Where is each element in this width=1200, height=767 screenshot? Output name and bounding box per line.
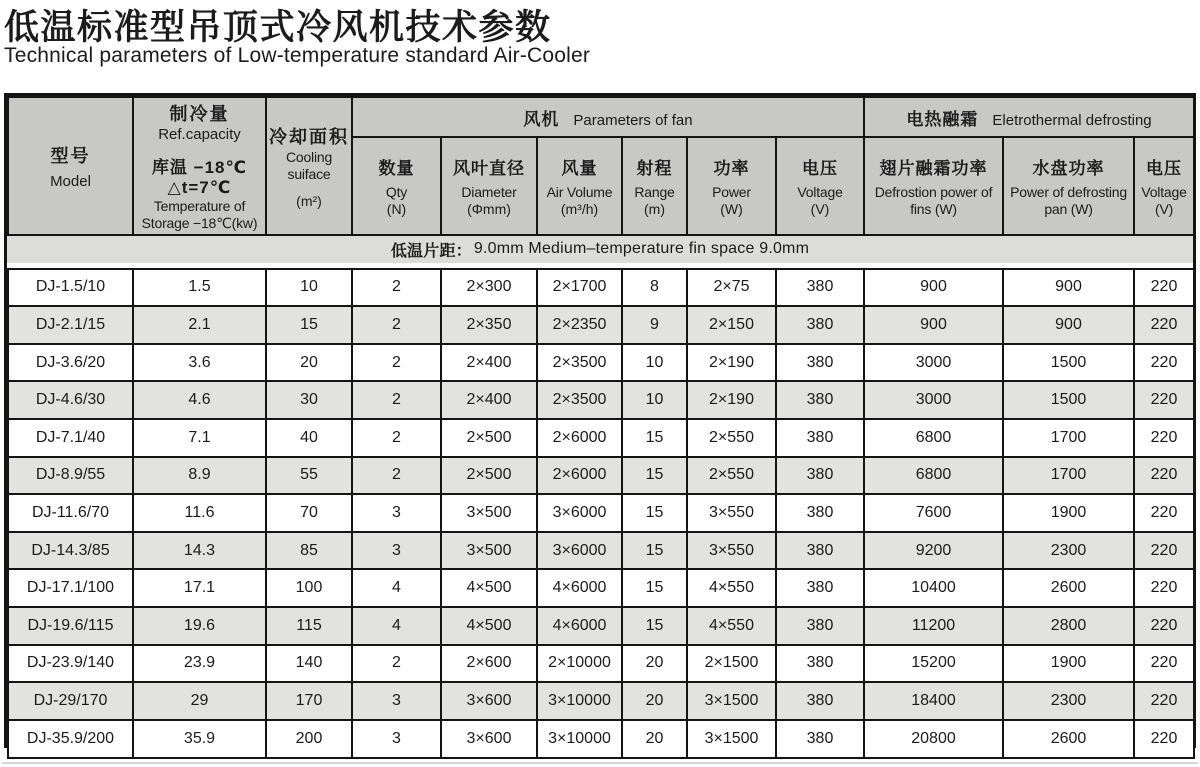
table-cell: 3000 [864, 381, 1003, 419]
table-cell: 10 [622, 381, 687, 419]
table-row [8, 532, 1194, 570]
table-row [8, 269, 1194, 307]
table-cell: 2×150 [687, 306, 776, 344]
table-cell: 220 [1134, 306, 1194, 344]
table-cell: 10 [622, 344, 687, 382]
table-cell: 380 [776, 682, 864, 720]
defrost-group-header: 电热融霜 Eletrothermal defrosting [864, 97, 1194, 137]
table-cell: 2 [352, 381, 441, 419]
table-cell: 2 [352, 269, 441, 307]
table-cell: 8 [622, 269, 687, 307]
table-cell: 3000 [864, 344, 1003, 382]
table-cell: DJ-11.6/70 [8, 494, 133, 532]
table-cell: 15 [266, 306, 352, 344]
table-cell: 23.9 [133, 645, 266, 683]
table-cell: 29 [133, 682, 266, 720]
table-cell: 380 [776, 569, 864, 607]
table-cell: 2×2350 [537, 306, 622, 344]
table-cell: 2×190 [687, 381, 776, 419]
table-cell: DJ-23.9/140 [8, 645, 133, 683]
table-cell: 220 [1134, 269, 1194, 307]
table-row [8, 682, 1194, 720]
table-row [8, 457, 1194, 495]
table-cell: 2×500 [441, 419, 537, 457]
table-cell: 4×6000 [537, 569, 622, 607]
table-cell: 3×600 [441, 682, 537, 720]
table-cell: 10400 [864, 569, 1003, 607]
table-cell: 2×400 [441, 344, 537, 382]
table-cell: 900 [1003, 269, 1134, 307]
spec-table [4, 93, 1196, 748]
table-cell: 900 [864, 306, 1003, 344]
table-cell: 380 [776, 494, 864, 532]
table-cell: 1700 [1003, 419, 1134, 457]
table-cell: 115 [266, 607, 352, 645]
table-cell: 220 [1134, 682, 1194, 720]
table-cell: DJ-8.9/55 [8, 457, 133, 495]
table-cell: 40 [266, 419, 352, 457]
table-cell: 380 [776, 645, 864, 683]
table-cell: 900 [1003, 306, 1134, 344]
table-cell: 200 [266, 720, 352, 758]
table-row [8, 494, 1194, 532]
table-cell: DJ-7.1/40 [8, 419, 133, 457]
header-table [7, 96, 1195, 236]
table-cell: 2 [352, 457, 441, 495]
table-cell: 900 [864, 269, 1003, 307]
table-cell: 3×600 [441, 720, 537, 758]
table-row [8, 569, 1194, 607]
col-header-capacity: 制冷量 Ref.capacity 库温 −18℃ △t=7℃ Temperature of Storage −18℃(kw) [133, 97, 266, 235]
table-cell: 6800 [864, 457, 1003, 495]
table-cell: 2×190 [687, 344, 776, 382]
table-cell: 15 [622, 569, 687, 607]
table-cell: 2600 [1003, 720, 1134, 758]
table-cell: 9200 [864, 532, 1003, 570]
table-cell: 220 [1134, 494, 1194, 532]
table-cell: 11.6 [133, 494, 266, 532]
table-cell: 8.9 [133, 457, 266, 495]
table-cell: 15 [622, 494, 687, 532]
table-cell: 4×500 [441, 607, 537, 645]
header-group-row [8, 97, 1194, 137]
table-cell: 2×400 [441, 381, 537, 419]
col-header-diameter: 风叶直径 Diameter (Φmm) [441, 137, 537, 235]
col-header-fins-defrost: 翅片融霜功率 Defrostion power of fins (W) [864, 137, 1003, 235]
fan-group-header: 风机 Parameters of fan [352, 97, 864, 137]
table-cell: 3 [352, 494, 441, 532]
col-header-power: 功率 Power (W) [687, 137, 776, 235]
table-cell: 380 [776, 344, 864, 382]
table-cell: 2×3500 [537, 344, 622, 382]
table-cell: 220 [1134, 419, 1194, 457]
table-cell: 2.1 [133, 306, 266, 344]
table-cell: 220 [1134, 532, 1194, 570]
table-cell: 2×6000 [537, 419, 622, 457]
table-cell: 1500 [1003, 381, 1134, 419]
table-cell: 2300 [1003, 532, 1134, 570]
table-cell: 2×1700 [537, 269, 622, 307]
table-cell: 20 [266, 344, 352, 382]
table-cell: 380 [776, 720, 864, 758]
table-cell: DJ-2.1/15 [8, 306, 133, 344]
table-cell: 4.6 [133, 381, 266, 419]
table-cell: 220 [1134, 720, 1194, 758]
table-cell: 4 [352, 569, 441, 607]
table-cell: 2×600 [441, 645, 537, 683]
col-header-range: 射程 Range (m) [622, 137, 687, 235]
table-cell: 17.1 [133, 569, 266, 607]
table-cell: 4×550 [687, 607, 776, 645]
table-cell: 4×500 [441, 569, 537, 607]
table-cell: 3×500 [441, 494, 537, 532]
table-cell: 380 [776, 457, 864, 495]
table-cell: 380 [776, 306, 864, 344]
table-row [8, 645, 1194, 683]
table-cell: 2×75 [687, 269, 776, 307]
table-cell: 19.6 [133, 607, 266, 645]
table-cell: 2300 [1003, 682, 1134, 720]
table-cell: 15 [622, 532, 687, 570]
table-cell: 7.1 [133, 419, 266, 457]
page-title: 低温标准型吊顶式冷风机技术参数 [4, 8, 552, 47]
table-cell: 140 [266, 645, 352, 683]
table-cell: 2×550 [687, 457, 776, 495]
table-cell: 55 [266, 457, 352, 495]
table-cell: 3×6000 [537, 494, 622, 532]
table-cell: DJ-14.3/85 [8, 532, 133, 570]
table-cell: 2 [352, 419, 441, 457]
table-cell: 220 [1134, 344, 1194, 382]
table-cell: DJ-19.6/115 [8, 607, 133, 645]
table-cell: 20 [622, 645, 687, 683]
table-cell: 380 [776, 607, 864, 645]
table-cell: 11200 [864, 607, 1003, 645]
table-cell: 3 [352, 682, 441, 720]
table-cell: 35.9 [133, 720, 266, 758]
data-table [7, 268, 1195, 759]
table-cell: DJ-29/170 [8, 682, 133, 720]
table-cell: DJ-4.6/30 [8, 381, 133, 419]
table-cell: 20 [622, 720, 687, 758]
col-header-pan-defrost: 水盘功率 Power of defrosting pan (W) [1003, 137, 1134, 235]
table-cell: 3×10000 [537, 682, 622, 720]
table-cell: 3×6000 [537, 532, 622, 570]
table-cell: 10 [266, 269, 352, 307]
table-cell: 220 [1134, 607, 1194, 645]
col-header-air-volume: 风量 Air Volume (m³/h) [537, 137, 622, 235]
col-header-fan-voltage: 电压 Voltage (V) [776, 137, 864, 235]
col-header-model: 型号 Model [8, 97, 133, 235]
page-bottom-rule [2, 762, 1198, 764]
table-cell: 20 [622, 682, 687, 720]
table-cell: 18400 [864, 682, 1003, 720]
table-cell: 15200 [864, 645, 1003, 683]
col-header-surface: 冷却面积 Cooling suiface (m²) [266, 97, 352, 235]
data-table-body [8, 269, 1194, 758]
table-cell: 220 [1134, 457, 1194, 495]
col-header-defrost-voltage: 电压 Voltage (V) [1134, 137, 1194, 235]
table-cell: 2×300 [441, 269, 537, 307]
table-row [8, 381, 1194, 419]
table-cell: 4×6000 [537, 607, 622, 645]
table-cell: 3×1500 [687, 720, 776, 758]
table-cell: 1900 [1003, 645, 1134, 683]
table-cell: 1500 [1003, 344, 1134, 382]
table-cell: 2×350 [441, 306, 537, 344]
table-cell: 2×550 [687, 419, 776, 457]
table-cell: 2600 [1003, 569, 1134, 607]
table-cell: 100 [266, 569, 352, 607]
table-cell: 4×550 [687, 569, 776, 607]
table-cell: 220 [1134, 381, 1194, 419]
table-row [8, 306, 1194, 344]
table-cell: 20800 [864, 720, 1003, 758]
table-cell: 3.6 [133, 344, 266, 382]
table-row [8, 607, 1194, 645]
table-row [8, 344, 1194, 382]
table-cell: 30 [266, 381, 352, 419]
table-cell: 15 [622, 607, 687, 645]
table-cell: 2×10000 [537, 645, 622, 683]
table-cell: 9 [622, 306, 687, 344]
table-cell: 3×10000 [537, 720, 622, 758]
table-cell: 15 [622, 457, 687, 495]
table-cell: DJ-3.6/20 [8, 344, 133, 382]
table-cell: 380 [776, 419, 864, 457]
table-cell: 4 [352, 607, 441, 645]
table-cell: 2 [352, 344, 441, 382]
table-cell: 3×550 [687, 494, 776, 532]
table-cell: 3×500 [441, 532, 537, 570]
table-cell: 2×500 [441, 457, 537, 495]
table-cell: 3 [352, 720, 441, 758]
table-cell: 1700 [1003, 457, 1134, 495]
col-header-qty: 数量 Qty (N) [352, 137, 441, 235]
table-row [8, 720, 1194, 758]
table-cell: 2 [352, 645, 441, 683]
table-cell: 220 [1134, 645, 1194, 683]
table-cell: 3×550 [687, 532, 776, 570]
table-row [8, 419, 1194, 457]
table-cell: 14.3 [133, 532, 266, 570]
table-cell: 1.5 [133, 269, 266, 307]
table-cell: 170 [266, 682, 352, 720]
table-cell: 220 [1134, 569, 1194, 607]
table-cell: 15 [622, 419, 687, 457]
table-cell: 3 [352, 532, 441, 570]
table-cell: 1900 [1003, 494, 1134, 532]
table-cell: 3×1500 [687, 682, 776, 720]
table-cell: 380 [776, 381, 864, 419]
table-cell: 2800 [1003, 607, 1134, 645]
table-cell: 85 [266, 532, 352, 570]
table-cell: DJ-35.9/200 [8, 720, 133, 758]
table-cell: 380 [776, 269, 864, 307]
table-cell: 6800 [864, 419, 1003, 457]
table-cell: 2 [352, 306, 441, 344]
table-cell: DJ-1.5/10 [8, 269, 133, 307]
table-cell: 2×6000 [537, 457, 622, 495]
table-cell: 70 [266, 494, 352, 532]
table-cell: 380 [776, 532, 864, 570]
fin-space-banner: 低温片距： 9.0mm Medium–temperature fin space 9.0mm [7, 236, 1193, 263]
table-cell: DJ-17.1/100 [8, 569, 133, 607]
table-cell: 2×1500 [687, 645, 776, 683]
table-cell: 7600 [864, 494, 1003, 532]
table-cell: 2×3500 [537, 381, 622, 419]
page-subtitle: Technical parameters of Low-temperature standard Air-Cooler [4, 44, 591, 67]
